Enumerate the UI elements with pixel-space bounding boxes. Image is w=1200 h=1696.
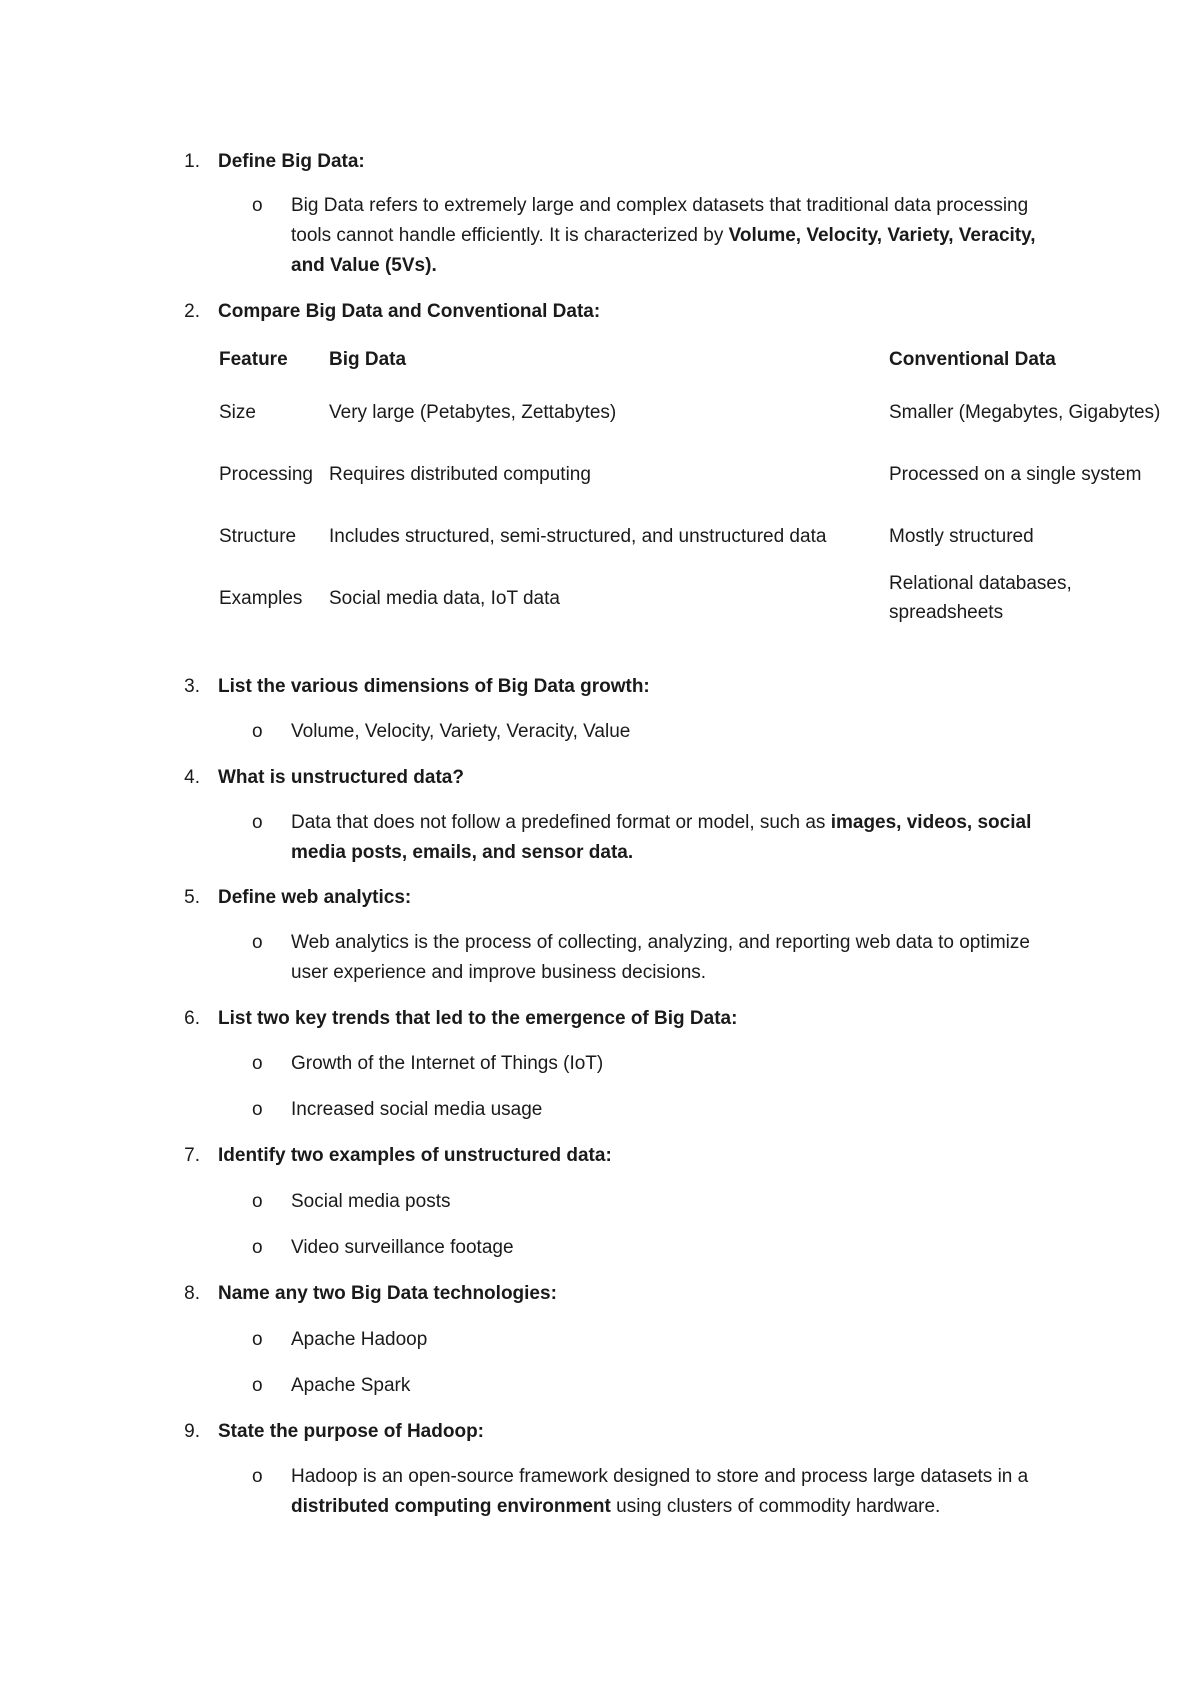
- question-title: Compare Big Data and Conventional Data:: [218, 301, 601, 322]
- table-cell: Relational databases, spreadsheets: [889, 573, 1072, 623]
- bullet-text: Increased social media usage: [291, 1099, 543, 1120]
- question-number: 1.: [184, 151, 200, 172]
- bullet-text: Apache Hadoop: [291, 1329, 428, 1350]
- bullet-marker: o: [252, 1329, 263, 1350]
- table-cell: Social media data, IoT data: [329, 587, 560, 609]
- bullet-marker: o: [252, 1099, 263, 1120]
- table-row: [211, 505, 1177, 567]
- table-row: [211, 567, 1177, 629]
- question-number: 8.: [184, 1283, 200, 1304]
- question-number: 3.: [184, 676, 200, 697]
- question-number: 7.: [184, 1145, 200, 1166]
- bullet-text: Data that does not follow a predefined format or model, such as images, videos, social media posts, emails, and sensor data.: [291, 812, 1032, 863]
- table-header: Big Data: [329, 348, 407, 370]
- table-cell: Requires distributed computing: [329, 463, 591, 485]
- table-cell: Examples: [219, 587, 303, 609]
- question-number: 4.: [184, 767, 200, 788]
- question-title: State the purpose of Hadoop:: [218, 1421, 484, 1442]
- bullet-text: Social media posts: [291, 1191, 451, 1212]
- comparison-table: [211, 337, 1177, 629]
- bullet-marker: o: [252, 1466, 263, 1487]
- question-title: List the various dimensions of Big Data growth:: [218, 676, 650, 697]
- table-cell: Structure: [219, 525, 297, 547]
- table-header: Feature: [219, 348, 288, 370]
- bullet-text: Big Data refers to extremely large and complex datasets that traditional data processing tools cannot handle efficiently. It is characterized by Volume, Velocity, Variety, Veracity, and Value (5Vs).: [291, 195, 1036, 276]
- bullet-marker: o: [252, 1191, 263, 1212]
- table-row: [211, 443, 1177, 505]
- bullet-text: Growth of the Internet of Things (IoT): [291, 1053, 604, 1074]
- bullet-marker: o: [252, 1237, 263, 1258]
- table-row: [211, 381, 1177, 443]
- bullet-text: Video surveillance footage: [291, 1237, 514, 1258]
- table-cell: Processed on a single system: [889, 463, 1142, 485]
- bullet-text: Hadoop is an open-source framework designed to store and process large datasets in a distributed computing environment using clusters of commodity hardware.: [291, 1466, 1029, 1517]
- question-number: 5.: [184, 887, 200, 908]
- table-cell: Processing: [219, 463, 313, 485]
- table-cell: Smaller (Megabytes, Gigabytes): [889, 401, 1161, 423]
- bullet-marker: o: [252, 1053, 263, 1074]
- bullet-marker: o: [252, 195, 263, 216]
- table-header-row: [211, 337, 1177, 381]
- question-title: Define web analytics:: [218, 887, 412, 908]
- question-number: 2.: [184, 301, 200, 322]
- question-title: Define Big Data:: [218, 151, 365, 172]
- question-title: Name any two Big Data technologies:: [218, 1283, 557, 1304]
- question-title: Identify two examples of unstructured data:: [218, 1145, 612, 1166]
- question-title: What is unstructured data?: [218, 767, 464, 788]
- table-header: Conventional Data: [889, 348, 1056, 370]
- question-title: List two key trends that led to the emergence of Big Data:: [218, 1008, 738, 1029]
- bullet-text: Volume, Velocity, Variety, Veracity, Value: [291, 721, 631, 742]
- bullet-marker: o: [252, 721, 263, 742]
- bullet-marker: o: [252, 812, 263, 833]
- bullet-text: Web analytics is the process of collecting, analyzing, and reporting web data to optimize user experience and improve business decisions.: [291, 932, 1030, 983]
- table-cell: Size: [219, 401, 256, 423]
- question-number: 9.: [184, 1421, 200, 1442]
- table-cell: Very large (Petabytes, Zettabytes): [329, 401, 617, 423]
- bullet-text: Apache Spark: [291, 1375, 411, 1396]
- table-cell: Mostly structured: [889, 525, 1034, 547]
- question-number: 6.: [184, 1008, 200, 1029]
- table-cell: Includes structured, semi-structured, and unstructured data: [329, 525, 827, 547]
- bullet-marker: o: [252, 932, 263, 953]
- bullet-marker: o: [252, 1375, 263, 1396]
